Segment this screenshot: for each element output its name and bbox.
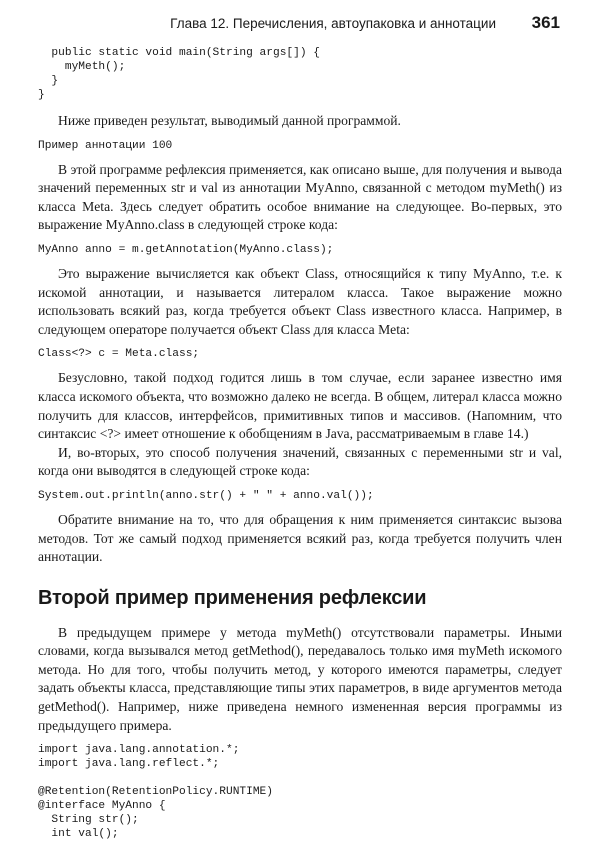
paragraph-values-output: И, во-вторых, это способ получения значений, связанных с переменными str и val, когда они выводятся в следующей строке кода:	[38, 444, 562, 479]
paragraph-class-literal-limits: Безусловно, такой подход годится лишь в том случае, если заранее известно имя класса искомого объекта, что возможно далеко не всегда. В общем, литерал класса можно получить для классов, интерфейсов, примитивных типов и массивов. (Напомним, что синтаксис <?> имеет отношение к обобщениям в Java, рассматриваемым в главе 14.)	[38, 370, 562, 442]
code-class-literal: Class<?> c = Meta.class;	[38, 348, 200, 361]
paragraph-second-example: В предыдущем примере у метода myMeth() отсутствовали параметры. Иными словами, когда вызывался метод getMethod(), передавалось только имя myMeth искомого метода. Но для того, чтобы получить метод, у которого имеются параметры, следует задать объекты класса, представляющие типы этих параметров, в виде аргументов метода getMethod(). Например, ниже приведена немного измененная версия программы из предыдущего примера.	[38, 624, 562, 733]
code-println: System.out.println(anno.str() + " " + anno.val());	[38, 489, 374, 502]
paragraph-class-literal: Это выражение вычисляется как объект Class, относящийся к типу MyAnno, т.е. к искомой аннотации, и называется литералом класса. Такое выражение можно использовать всякий раз, когда требуется объект Class известного класса. Например, в следующем операторе получается объект Class для класса Meta:	[38, 265, 562, 337]
chapter-title: Глава 12. Перечисления, автоупаковка и аннотации	[170, 16, 496, 31]
paragraph-method-syntax: Обратите внимание на то, что для обращения к ним применяется синтаксис вызова методов. Тот же самый подход применяется всякий раз, когда требуется получить член аннотации.	[38, 511, 562, 565]
page-number: 361	[531, 13, 560, 32]
paragraph-reflection-explained: В этой программе рефлексия применяется, как описано выше, для получения и вывода значений переменных str и val из аннотации MyAnno, связанной с методом myMeth() из класса Meta. Здесь следует обратить особое внимание на следующее. Во-первых, это выражение MyAnno.class в следующей строке кода:	[38, 161, 562, 233]
running-header	[40, 14, 560, 38]
code-second-example: import java.lang.annotation.*; import java.lang.reflect.*; @Retention(RetentionPolicy.RUNTIME) @interface MyAnno { String str(); int val();	[38, 744, 273, 841]
program-output: Пример аннотации 100	[38, 139, 173, 152]
page-content	[38, 46, 562, 841]
paragraph-result-intro: Ниже приведен результат, выводимый данной программой.	[58, 113, 401, 128]
code-block-main-end: public static void main(String args[]) { myMeth(); } }	[38, 47, 320, 101]
code-get-annotation: MyAnno anno = m.getAnnotation(MyAnno.class);	[38, 243, 334, 256]
section-heading: Второй пример применения рефлексии	[38, 586, 427, 609]
